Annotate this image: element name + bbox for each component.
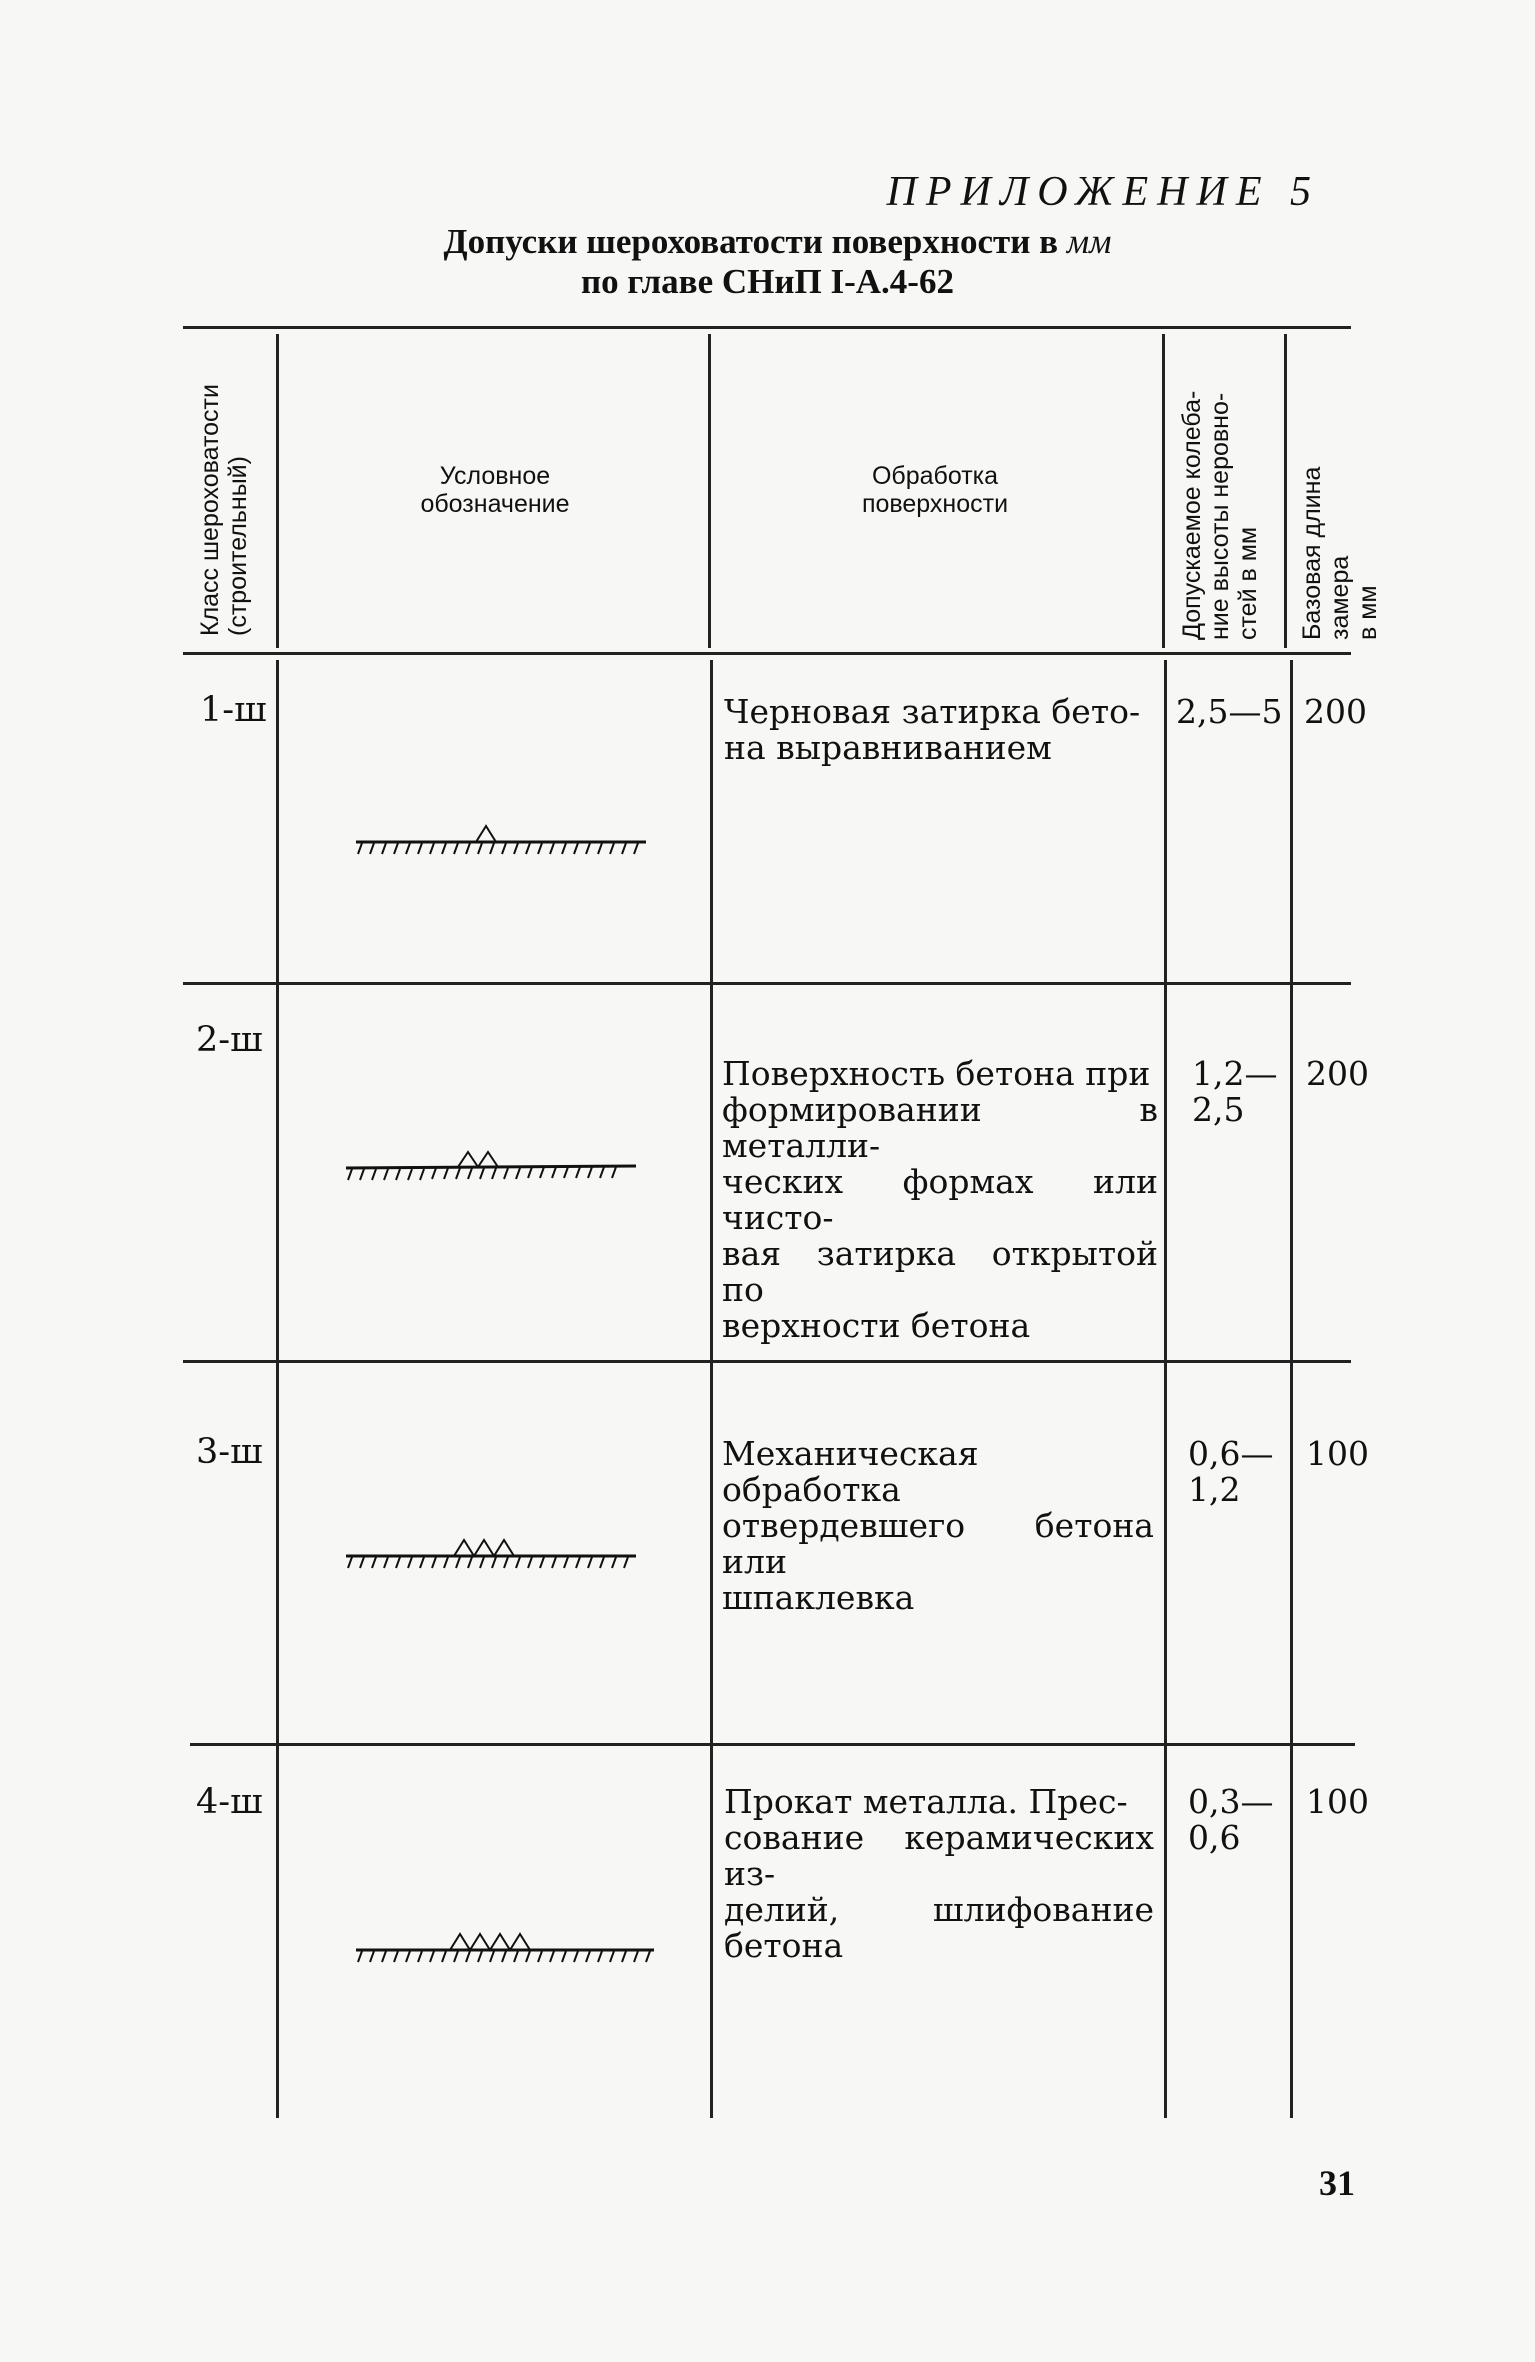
row3-base-length: 100 [1306,1434,1369,1473]
header-class [196,384,252,636]
roughness-symbol-3 [346,1538,638,1578]
header-height-variation [1178,391,1262,640]
row2-base-length: 200 [1306,1054,1369,1093]
row2-class: 2-ш [196,1020,263,1060]
title-main: Допуски шероховатости поверхности в [443,222,1059,261]
roughness-symbol-1 [356,826,648,866]
header-class-text: Класс шероховатости (строительный) [196,384,252,636]
header-base-length [1298,403,1382,640]
row-divider [190,1743,1355,1746]
row3-class: 3-ш [196,1432,263,1472]
row4-height: 0,3— 0,6 [1188,1782,1274,1857]
column-rule [1162,334,1165,648]
row-divider [183,1360,1351,1363]
column-rule [708,334,711,648]
header-height-variation-text: Допускаемое колеба- ние высоты неровно- стей в мм [1178,390,1262,640]
row3-height: 0,6— 1,2 [1188,1434,1274,1509]
table-title-line2: по главе СНиП I-А.4-62 [581,262,954,301]
table-title-line1 [0,222,1535,262]
row-divider [183,982,1351,985]
row2-processing: Поверхность бетона при формировании в металли- ческих формах или чисто- вая затирка открытой по верхности бетона [722,1054,1158,1345]
header-base-length-text: Базовая длина замера в мм [1298,466,1382,640]
row3-processing: Механическая обработка отвердевшего бетона или шпаклевка [722,1434,1154,1617]
appendix-label: ПРИЛОЖЕНИЕ 5 [886,169,1320,215]
column-rule [276,660,279,2118]
roughness-symbol-4 [356,1930,658,1970]
column-rule [710,660,713,2118]
row1-processing: Черновая затирка бето- на выравниванием [724,692,1141,767]
header-bottom-rule [183,652,1351,655]
row4-processing: Прокат металла. Прес- сование керамических из- делий, шлифование бетона [724,1782,1154,1965]
roughness-symbol-2 [346,1150,638,1190]
column-rule [1290,660,1293,2118]
column-rule [1164,660,1167,2118]
column-rule [276,334,279,648]
row1-base-length: 200 [1304,692,1367,731]
row4-class: 4-ш [196,1782,263,1822]
row1-class: 1-ш [200,690,267,730]
header-symbol: Условное обозначение [420,462,570,518]
row4-base-length: 100 [1306,1782,1369,1821]
table-top-rule [183,326,1351,329]
row1-height: 2,5—5 [1176,692,1283,731]
title-unit: мм [1066,222,1112,261]
page-number: 31 [1319,2163,1355,2203]
column-rule [1284,334,1287,648]
row2-height: 1,2— 2,5 [1192,1054,1278,1129]
header-processing: Обработка поверхности [861,462,1009,518]
